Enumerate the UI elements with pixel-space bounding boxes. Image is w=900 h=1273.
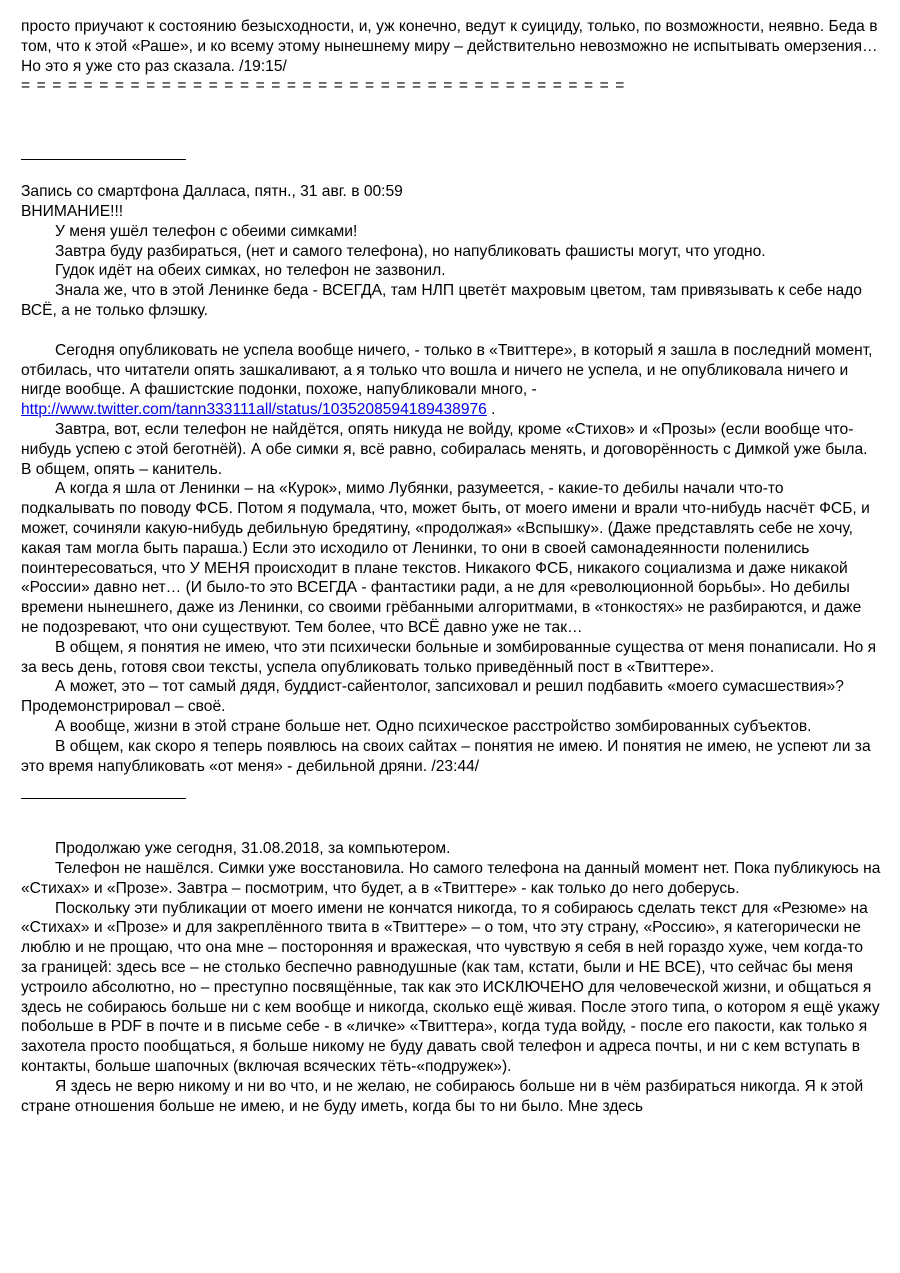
paragraph: Знала же, что в этой Ленинке беда - ВСЕГДА, там НЛП цветёт махровым цветом, там привязывать к себе надо ВСЁ, а не только флэшку.	[21, 282, 862, 319]
paragraph: ВНИМАНИЕ!!!	[21, 202, 124, 220]
twitter-status-link[interactable]: http://www.twitter.com/tann333111all/status/1035208594189438976	[21, 401, 487, 419]
paragraph: Гудок идёт на обеих симках, но телефон не зазвонил.	[55, 262, 446, 280]
document-page	[21, 17, 881, 1116]
paragraph: Запись со смартфона Далласа, пятн., 31 авг. в 00:59	[21, 183, 403, 201]
paragraph: А вообще, жизни в этой стране больше нет. Одно психическое расстройство зомбированных субъектов.	[55, 717, 812, 735]
spacer	[21, 96, 881, 159]
paragraph: Я здесь не верю никому и ни во что, и не желаю, не собираюсь больше ни в чём разбираться никогда. Я к этой стране отношения больше не имею, и не буду иметь, когда бы то ни было. Мне здесь	[21, 1077, 864, 1115]
link-trailing-text: .	[486, 401, 496, 419]
spacer	[21, 776, 881, 798]
paragraph: А когда я шла от Ленинки – на «Курок», мимо Лубянки, разумеется, - какие-то дебилы начали что-то подкалывать по поводу ФСБ. Потом я подумала, что, может быть, от моего имени и врали что-нибудь насчёт ФСБ, и может, сочиняли какую-нибудь дебильную бредятину, «продолжая» «Вспышку». (Даже представлять себе не хочу, какая там могла быть параша.) Если это исходило от Ленинки, то они в своей самонадеянности поленились поинтересоваться, что У МЕНЯ происходит в плане текстов. Никакого ФСБ, никакого социализма и даже никакой «России» давно нет… (И было-то это ВСЕГДА - фантастики ради, а не для «революционной борьбы». Но дебилы времени нынешнего, даже из Ленинки, со своими грёбанными алгоритмами, в «тонкостях» не разбираются, и даже не подозревают, что они существуют. Тем более, что ВСЁ давно уже не так…	[21, 480, 870, 636]
paragraph: Телефон не нашёлся. Симки уже восстановила. Но самого телефона на данный момент нет. Пока публикуюсь на «Стихах» и «Прозе». Завтра – посмотрим, что будет, а в «Твиттере» - как только до него доберусь.	[21, 860, 881, 897]
separator-line: = = = = = = = = = = = = = = = = = = = = = = = = = = = = = = = = = = = = = = =	[21, 77, 626, 95]
link-paragraph	[21, 400, 881, 420]
paragraph: У меня ушёл телефон с обеими симками!	[55, 222, 358, 240]
paragraph: Сегодня опубликовать не успела вообще ничего, - только в «Твиттере», в который я зашла в последний момент, отбилась, что читатели опять зашкаливают, а я только что вошла и ничего не успела, и не опубликовала ничего и нигде вообще. А фашистские подонки, похоже, напубликовали много, -	[21, 341, 873, 399]
spacer	[21, 160, 881, 182]
spacer	[21, 321, 881, 341]
paragraph: А может, это – тот самый дядя, буддист-сайентолог, запсиховал и решил подбавить «моего сумасшествия»? Продемонстрировал – своё.	[21, 678, 844, 716]
paragraph: Завтра, вот, если телефон не найдётся, опять никуда не войду, кроме «Стихов» и «Прозы» (если вообще что-нибудь успею с этой беготнёй). А обе симки я, всё равно, собиралась менять, и договорённость с Димкой уже была. В общем, опять – канитель.	[21, 420, 868, 478]
paragraph: В общем, я понятия не имею, что эти психически больные и зомбированные существа от меня понаписали. Но я за весь день, готовя свои тексты, успела опубликовать только приведённый пост в «Твиттере».	[21, 638, 877, 676]
spacer	[21, 799, 881, 839]
paragraph: Завтра буду разбираться, (нет и самого телефона), но напубликовать фашисты могут, что угодно.	[55, 242, 766, 260]
paragraph: просто приучают к состоянию безысходности, и, уж конечно, ведут к суициду, только, по возможности, неявно. Беда в том, что к этой «Раше», и ко всему этому нынешнему миру – действительно невозможно не испытывать омерзения… Но это я уже сто раз сказала. /19:15/	[21, 18, 878, 75]
paragraph: Продолжаю уже сегодня, 31.08.2018, за компьютером.	[55, 840, 451, 858]
paragraph: Поскольку эти публикации от моего имени не кончатся никогда, то я собираюсь сделать текст для «Резюме» на «Стихах» и «Прозе» и для закреплённого твита в «Твиттере» – о том, что эту страну, «Россию», я категорически не люблю и не прощаю, что она мне – посторонняя и вражеская, что чувствую я себя в ней гораздо хуже, чем когда-то за границей: здесь все – не столько беспечно равнодушные (как там, кстати, были и НЕ ВСЕ), что сейчас бы меня устроило абсолютно, но – преступно посвящённые, так как это ИСКЛЮЧЕНО для человеческой жизни, и общаться я здесь не собираюсь больше ни с кем вообще и никогда, сколько ещё живая. После этого типа, о котором я ещё укажу побольше в PDF в почте и в письме себе - в «личке» «Твиттера», когда туда войду, - после его пакости, как только я захотела просто пообщаться, я больше никому не буду давать свой телефон и адреса почты, и ни с кем вступать в контакты, больше шапочных (включая всяческих тёть-«подружек»).	[21, 899, 880, 1076]
paragraph: В общем, как скоро я теперь появлюсь на своих сайтах – понятия не имею. И понятия не имею, не успеют ли за это время напубликовать «от меня» - дебильной дряни. /23:44/	[21, 737, 871, 775]
